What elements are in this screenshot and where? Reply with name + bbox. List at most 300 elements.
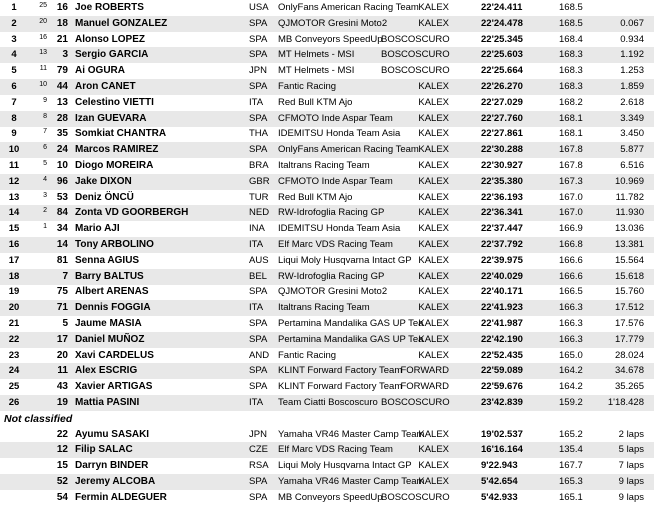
points-cell: 6 xyxy=(43,144,47,152)
gap-cell xyxy=(596,0,644,16)
gap-cell: 17.512 xyxy=(614,302,644,314)
rider-number-cell: 54 xyxy=(56,491,68,503)
points-cell: 25 xyxy=(39,2,47,9)
table-row xyxy=(0,47,654,63)
nation-cell: SPA xyxy=(249,49,268,61)
race-time-cell: 22'27.760 xyxy=(481,112,523,124)
rider-number-cell: 16 xyxy=(56,2,68,13)
race-time-cell: 22'37.792 xyxy=(481,239,523,250)
race-time-cell: 22'24.478 xyxy=(481,17,523,29)
rider-name-cell: Marcos RAMIREZ xyxy=(75,144,159,156)
table-row xyxy=(0,379,654,395)
team-cell: IDEMITSU Honda Team Asia xyxy=(278,128,401,140)
rider-name-cell: Xavi CARDELUS xyxy=(75,349,154,361)
nation-cell: SPA xyxy=(249,365,268,377)
gap-cell: 2 laps xyxy=(618,428,644,440)
race-time-cell: 16'16.164 xyxy=(481,444,523,456)
points-cell xyxy=(31,474,47,490)
table-row xyxy=(0,32,654,48)
manufacturer-cell: KALEX xyxy=(418,223,449,235)
table-row xyxy=(0,190,654,206)
position-cell: 23 xyxy=(8,349,20,361)
rider-name-cell: Sergio GARCIA xyxy=(75,49,149,61)
manufacturer-cell: BOSCOSCURO xyxy=(381,397,450,408)
rider-name-cell: Ai OGURA xyxy=(75,65,125,77)
avg-speed-cell: 166.3 xyxy=(559,333,583,345)
nation-cell: ITA xyxy=(249,397,264,408)
avg-speed-cell: 166.6 xyxy=(559,254,583,266)
manufacturer-cell: KALEX xyxy=(418,128,449,140)
nation-cell: INA xyxy=(249,223,265,235)
manufacturer-cell: KALEX xyxy=(418,318,449,329)
gap-cell: 35.265 xyxy=(614,381,644,393)
gap-cell: 6.516 xyxy=(620,160,644,171)
rider-name-cell: Jake DIXON xyxy=(75,175,132,187)
avg-speed-cell: 168.5 xyxy=(559,2,583,13)
gap-cell: 11.930 xyxy=(615,207,644,219)
position-cell: 5 xyxy=(11,65,17,77)
table-row xyxy=(0,490,654,506)
race-time-cell: 22'30.927 xyxy=(481,160,523,171)
points-cell xyxy=(31,269,47,285)
rider-number-cell: 53 xyxy=(56,191,68,203)
team-cell: MB Conveyors SpeedUp xyxy=(278,491,383,503)
manufacturer-cell: KALEX xyxy=(418,349,449,361)
race-time-cell: 9'22.943 xyxy=(481,460,518,472)
manufacturer-cell: FORWARD xyxy=(400,365,449,377)
race-time-cell: 22'36.193 xyxy=(481,191,523,203)
manufacturer-cell: KALEX xyxy=(418,2,449,13)
manufacturer-cell: KALEX xyxy=(418,476,449,487)
points-cell: 7 xyxy=(43,128,47,136)
team-cell: Red Bull KTM Ajo xyxy=(278,96,353,108)
rider-number-cell: 79 xyxy=(56,65,68,77)
team-cell: Liqui Moly Husqvarna Intact GP xyxy=(278,254,412,266)
rider-name-cell: Fermin ALDEGUER xyxy=(75,491,167,503)
manufacturer-cell: BOSCOSCURO xyxy=(381,65,450,77)
table-row xyxy=(0,348,654,364)
gap-cell: 34.678 xyxy=(614,365,644,377)
rider-number-cell: 3 xyxy=(62,49,68,61)
rider-name-cell: Barry BALTUS xyxy=(75,270,144,282)
table-row xyxy=(0,427,654,443)
nation-cell: ITA xyxy=(249,239,264,250)
position-cell: 19 xyxy=(8,286,20,298)
nation-cell: SPA xyxy=(249,476,268,487)
team-cell: QJMOTOR Gresini Moto2 xyxy=(278,17,388,29)
table-row xyxy=(0,253,654,269)
table-row xyxy=(0,395,654,411)
manufacturer-cell: KALEX xyxy=(418,112,449,124)
table-row xyxy=(0,79,654,95)
avg-speed-cell: 168.1 xyxy=(559,128,583,140)
manufacturer-cell: KALEX xyxy=(418,270,449,282)
avg-speed-cell: 166.3 xyxy=(559,318,583,329)
table-row xyxy=(0,284,654,300)
position-cell: 3 xyxy=(11,33,17,45)
avg-speed-cell: 167.0 xyxy=(559,191,583,203)
race-time-cell: 22'41.923 xyxy=(481,302,523,314)
table-row xyxy=(0,363,654,379)
avg-speed-cell: 168.3 xyxy=(559,65,583,77)
rider-name-cell: Filip SALAC xyxy=(75,444,133,456)
table-row xyxy=(0,237,654,253)
rider-number-cell: 52 xyxy=(56,476,68,487)
points-cell: 11 xyxy=(39,65,47,73)
rider-number-cell: 71 xyxy=(56,302,68,314)
rider-number-cell: 35 xyxy=(56,128,68,140)
points-cell: 8 xyxy=(43,112,47,120)
race-time-cell: 22'27.029 xyxy=(481,96,523,108)
rider-name-cell: Mattia PASINI xyxy=(75,397,140,408)
table-row xyxy=(0,158,654,174)
table-row xyxy=(0,111,654,127)
race-time-cell: 22'52.435 xyxy=(481,349,523,361)
team-cell: CFMOTO Inde Aspar Team xyxy=(278,112,393,124)
team-cell: QJMOTOR Gresini Moto2 xyxy=(278,286,388,298)
race-time-cell: 22'59.676 xyxy=(481,381,523,393)
rider-number-cell: 75 xyxy=(56,286,68,298)
gap-cell: 1.253 xyxy=(620,65,644,77)
team-cell: RW-Idrofoglia Racing GP xyxy=(278,270,385,282)
points-cell xyxy=(31,379,47,395)
nation-cell: ITA xyxy=(249,96,264,108)
team-cell: Fantic Racing xyxy=(278,349,337,361)
team-cell: OnlyFans American Racing Team xyxy=(278,144,419,156)
points-cell xyxy=(31,363,47,379)
race-time-cell: 5'42.933 xyxy=(481,491,518,503)
rider-name-cell: Aron CANET xyxy=(75,81,136,92)
rider-number-cell: 44 xyxy=(56,81,68,92)
rider-number-cell: 15 xyxy=(56,460,68,472)
position-cell: 7 xyxy=(11,96,17,108)
gap-cell: 9 laps xyxy=(618,476,644,487)
rider-name-cell: Senna AGIUS xyxy=(75,254,140,266)
position-cell: 26 xyxy=(8,397,20,408)
avg-speed-cell: 135.4 xyxy=(559,444,583,456)
gap-cell: 0.067 xyxy=(620,17,644,29)
manufacturer-cell: KALEX xyxy=(418,254,449,266)
rider-name-cell: Manuel GONZALEZ xyxy=(75,17,168,29)
table-row xyxy=(0,316,654,332)
gap-cell: 11.782 xyxy=(615,191,644,203)
nation-cell: AND xyxy=(249,349,270,361)
manufacturer-cell: KALEX xyxy=(418,81,449,92)
rider-number-cell: 84 xyxy=(56,207,68,219)
table-row xyxy=(0,474,654,490)
team-cell: Italtrans Racing Team xyxy=(278,160,370,171)
table-row xyxy=(0,442,654,458)
rider-number-cell: 14 xyxy=(56,239,68,250)
position-cell xyxy=(3,490,25,506)
manufacturer-cell: KALEX xyxy=(418,96,449,108)
team-cell: Yamaha VR46 Master Camp Team xyxy=(278,476,425,487)
race-time-cell: 19'02.537 xyxy=(481,428,523,440)
avg-speed-cell: 168.3 xyxy=(559,81,583,92)
gap-cell: 10.969 xyxy=(614,175,644,187)
avg-speed-cell: 167.0 xyxy=(559,207,583,219)
team-cell: Team Ciatti Boscoscuro xyxy=(278,397,378,408)
nation-cell: SPA xyxy=(249,144,268,156)
nation-cell: GBR xyxy=(249,175,270,187)
nation-cell: SPA xyxy=(249,17,268,29)
team-cell: Yamaha VR46 Master Camp Team xyxy=(278,428,425,440)
points-cell xyxy=(31,237,47,253)
race-time-cell: 22'25.345 xyxy=(481,33,523,45)
points-cell xyxy=(31,490,47,506)
rider-name-cell: Jeremy ALCOBA xyxy=(75,476,156,487)
gap-cell: 7 laps xyxy=(618,460,644,472)
race-time-cell: 22'36.341 xyxy=(481,207,523,219)
team-cell: Italtrans Racing Team xyxy=(278,302,370,314)
position-cell: 24 xyxy=(8,365,20,377)
rider-name-cell: Joe ROBERTS xyxy=(75,2,144,13)
nation-cell: THA xyxy=(249,128,268,140)
position-cell: 20 xyxy=(8,302,20,314)
rider-number-cell: 96 xyxy=(56,175,68,187)
gap-cell: 28.024 xyxy=(614,349,644,361)
manufacturer-cell: BOSCOSCURO xyxy=(381,49,450,61)
race-time-cell: 22'59.089 xyxy=(481,365,523,377)
rider-number-cell: 43 xyxy=(56,381,68,393)
gap-cell: 1.192 xyxy=(620,49,644,61)
team-cell: Fantic Racing xyxy=(278,81,337,92)
rider-name-cell: Albert ARENAS xyxy=(75,286,149,298)
nation-cell: JPN xyxy=(249,65,267,77)
rider-number-cell: 18 xyxy=(56,17,68,29)
avg-speed-cell: 166.8 xyxy=(559,239,583,250)
position-cell: 21 xyxy=(8,318,20,329)
team-cell: IDEMITSU Honda Team Asia xyxy=(278,223,401,235)
points-cell xyxy=(31,458,47,474)
gap-cell: 13.036 xyxy=(614,223,644,235)
points-cell xyxy=(31,442,47,458)
gap-cell: 9 laps xyxy=(618,491,644,503)
race-time-cell: 23'42.839 xyxy=(481,397,523,408)
manufacturer-cell: KALEX xyxy=(418,286,449,298)
points-cell: 13 xyxy=(39,49,47,57)
table-row xyxy=(0,142,654,158)
manufacturer-cell: KALEX xyxy=(418,444,449,456)
team-cell: KLINT Forward Factory Team xyxy=(278,365,403,377)
position-cell xyxy=(3,458,25,474)
team-cell: RW-Idrofoglia Racing GP xyxy=(278,207,385,219)
position-cell xyxy=(3,474,25,490)
rider-name-cell: Daniel MUÑOZ xyxy=(75,333,145,345)
gap-cell: 1.859 xyxy=(620,81,644,92)
rider-number-cell: 17 xyxy=(56,333,68,345)
race-time-cell: 5'42.654 xyxy=(481,476,518,487)
rider-name-cell: Darryn BINDER xyxy=(75,460,149,472)
team-cell: Pertamina Mandalika GAS UP Tea xyxy=(278,333,424,345)
position-cell: 13 xyxy=(8,191,20,203)
position-cell: 25 xyxy=(8,381,20,393)
position-cell: 15 xyxy=(8,223,20,235)
avg-speed-cell: 166.3 xyxy=(559,302,583,314)
rider-name-cell: Izan GUEVARA xyxy=(75,112,147,124)
points-cell: 3 xyxy=(43,191,47,199)
rider-name-cell: Dennis FOGGIA xyxy=(75,302,151,314)
gap-cell: 5.877 xyxy=(620,144,644,156)
manufacturer-cell: BOSCOSCURO xyxy=(381,491,450,503)
avg-speed-cell: 166.9 xyxy=(559,223,583,235)
avg-speed-cell: 168.5 xyxy=(559,17,583,29)
points-cell: 2 xyxy=(43,207,47,215)
position-cell: 18 xyxy=(8,270,20,282)
nation-cell: BEL xyxy=(249,270,267,282)
position-cell: 6 xyxy=(11,81,17,92)
team-cell: MT Helmets - MSI xyxy=(278,65,355,77)
points-cell xyxy=(31,427,47,443)
race-time-cell: 22'39.975 xyxy=(481,254,523,266)
team-cell: Pertamina Mandalika GAS UP Tea xyxy=(278,318,424,329)
gap-cell: 1'18.428 xyxy=(607,397,644,408)
table-row xyxy=(0,458,654,474)
nation-cell: ITA xyxy=(249,302,264,314)
avg-speed-cell: 168.4 xyxy=(559,33,583,45)
manufacturer-cell: KALEX xyxy=(418,207,449,219)
not-classified-heading: Not classified xyxy=(4,412,73,425)
manufacturer-cell: BOSCOSCURO xyxy=(381,33,450,45)
rider-number-cell: 24 xyxy=(56,144,68,156)
avg-speed-cell: 165.2 xyxy=(559,428,583,440)
position-cell: 2 xyxy=(11,17,17,29)
race-time-cell: 22'24.411 xyxy=(481,2,523,13)
manufacturer-cell: KALEX xyxy=(418,191,449,203)
rider-number-cell: 12 xyxy=(56,444,68,456)
gap-cell: 3.450 xyxy=(620,128,644,140)
table-row xyxy=(0,205,654,221)
race-time-cell: 22'42.190 xyxy=(481,333,523,345)
gap-cell: 15.760 xyxy=(614,286,644,298)
points-cell: 16 xyxy=(39,33,47,41)
position-cell: 16 xyxy=(8,239,20,250)
team-cell: OnlyFans American Racing Team xyxy=(278,2,419,13)
rider-name-cell: Alex ESCRIG xyxy=(75,365,138,377)
avg-speed-cell: 167.8 xyxy=(559,144,583,156)
position-cell: 10 xyxy=(8,144,20,156)
position-cell: 22 xyxy=(8,333,20,345)
nation-cell: SPA xyxy=(249,112,268,124)
table-row xyxy=(0,126,654,142)
team-cell: MB Conveyors SpeedUp xyxy=(278,33,383,45)
rider-number-cell: 7 xyxy=(62,270,68,282)
team-cell: CFMOTO Inde Aspar Team xyxy=(278,175,393,187)
gap-cell: 3.349 xyxy=(620,112,644,124)
gap-cell: 2.618 xyxy=(620,96,644,108)
rider-number-cell: 19 xyxy=(56,397,68,408)
points-cell xyxy=(31,253,47,269)
nation-cell: SPA xyxy=(249,286,268,298)
rider-name-cell: Alonso LOPEZ xyxy=(75,33,145,45)
points-cell: 5 xyxy=(43,160,47,167)
team-cell: KLINT Forward Factory Team xyxy=(278,381,403,393)
avg-speed-cell: 165.1 xyxy=(559,491,583,503)
points-cell xyxy=(31,395,47,411)
rider-number-cell: 81 xyxy=(56,254,68,266)
rider-name-cell: Xavier ARTIGAS xyxy=(75,381,153,393)
avg-speed-cell: 165.0 xyxy=(559,349,583,361)
avg-speed-cell: 168.2 xyxy=(559,96,583,108)
race-time-cell: 22'25.664 xyxy=(481,65,523,77)
manufacturer-cell: KALEX xyxy=(418,160,449,171)
position-cell xyxy=(3,442,25,458)
race-time-cell: 22'37.447 xyxy=(481,223,523,235)
nation-cell: SPA xyxy=(249,491,268,503)
gap-cell: 15.564 xyxy=(614,254,644,266)
gap-cell: 15.618 xyxy=(614,270,644,282)
points-cell: 20 xyxy=(39,17,47,25)
avg-speed-cell: 166.6 xyxy=(559,270,583,282)
avg-speed-cell: 166.5 xyxy=(559,286,583,298)
race-time-cell: 22'25.603 xyxy=(481,49,523,61)
rider-name-cell: Celestino VIETTI xyxy=(75,96,154,108)
manufacturer-cell: KALEX xyxy=(418,144,449,156)
position-cell: 12 xyxy=(8,175,20,187)
position-cell: 1 xyxy=(11,2,17,13)
table-row xyxy=(0,221,654,237)
points-cell: 9 xyxy=(43,96,47,104)
manufacturer-cell: FORWARD xyxy=(400,381,449,393)
avg-speed-cell: 167.8 xyxy=(559,160,583,171)
race-time-cell: 22'41.987 xyxy=(481,318,523,329)
position-cell xyxy=(3,427,25,443)
nation-cell: AUS xyxy=(249,254,269,266)
nation-cell: JPN xyxy=(249,428,267,440)
table-row xyxy=(0,269,654,285)
avg-speed-cell: 167.7 xyxy=(559,460,583,472)
race-time-cell: 22'40.029 xyxy=(481,270,523,282)
rider-name-cell: Zonta VD GOORBERGH xyxy=(75,207,189,219)
manufacturer-cell: KALEX xyxy=(418,17,449,29)
race-time-cell: 22'30.288 xyxy=(481,144,523,156)
gap-cell: 0.934 xyxy=(620,33,644,45)
avg-speed-cell: 164.2 xyxy=(559,365,583,377)
race-time-cell: 22'40.171 xyxy=(481,286,523,298)
position-cell: 11 xyxy=(8,160,20,171)
gap-cell: 13.381 xyxy=(614,239,644,250)
rider-number-cell: 13 xyxy=(56,96,68,108)
rider-name-cell: Ayumu SASAKI xyxy=(75,428,150,440)
nation-cell: SPA xyxy=(249,381,268,393)
rider-number-cell: 21 xyxy=(56,33,68,45)
avg-speed-cell: 168.1 xyxy=(559,112,583,124)
points-cell xyxy=(31,316,47,332)
position-cell: 9 xyxy=(11,128,17,140)
manufacturer-cell: KALEX xyxy=(418,175,449,187)
rider-number-cell: 10 xyxy=(56,160,68,171)
points-cell xyxy=(31,284,47,300)
rider-name-cell: Deniz ÖNCÜ xyxy=(75,191,134,203)
gap-cell: 17.779 xyxy=(614,333,644,345)
team-cell: Liqui Moly Husqvarna Intact GP xyxy=(278,460,412,472)
race-time-cell: 22'27.861 xyxy=(481,128,523,140)
manufacturer-cell: KALEX xyxy=(418,239,449,250)
manufacturer-cell: KALEX xyxy=(418,333,449,345)
nation-cell: SPA xyxy=(249,318,268,329)
position-cell: 4 xyxy=(11,49,17,61)
table-row xyxy=(0,63,654,79)
nation-cell: SPA xyxy=(249,33,268,45)
rider-name-cell: Tony ARBOLINO xyxy=(75,239,154,250)
points-cell xyxy=(31,300,47,316)
rider-number-cell: 34 xyxy=(56,223,68,235)
avg-speed-cell: 168.3 xyxy=(559,49,583,61)
avg-speed-cell: 167.3 xyxy=(559,175,583,187)
nation-cell: USA xyxy=(249,2,269,13)
rider-number-cell: 11 xyxy=(57,365,68,377)
nation-cell: BRA xyxy=(249,160,269,171)
